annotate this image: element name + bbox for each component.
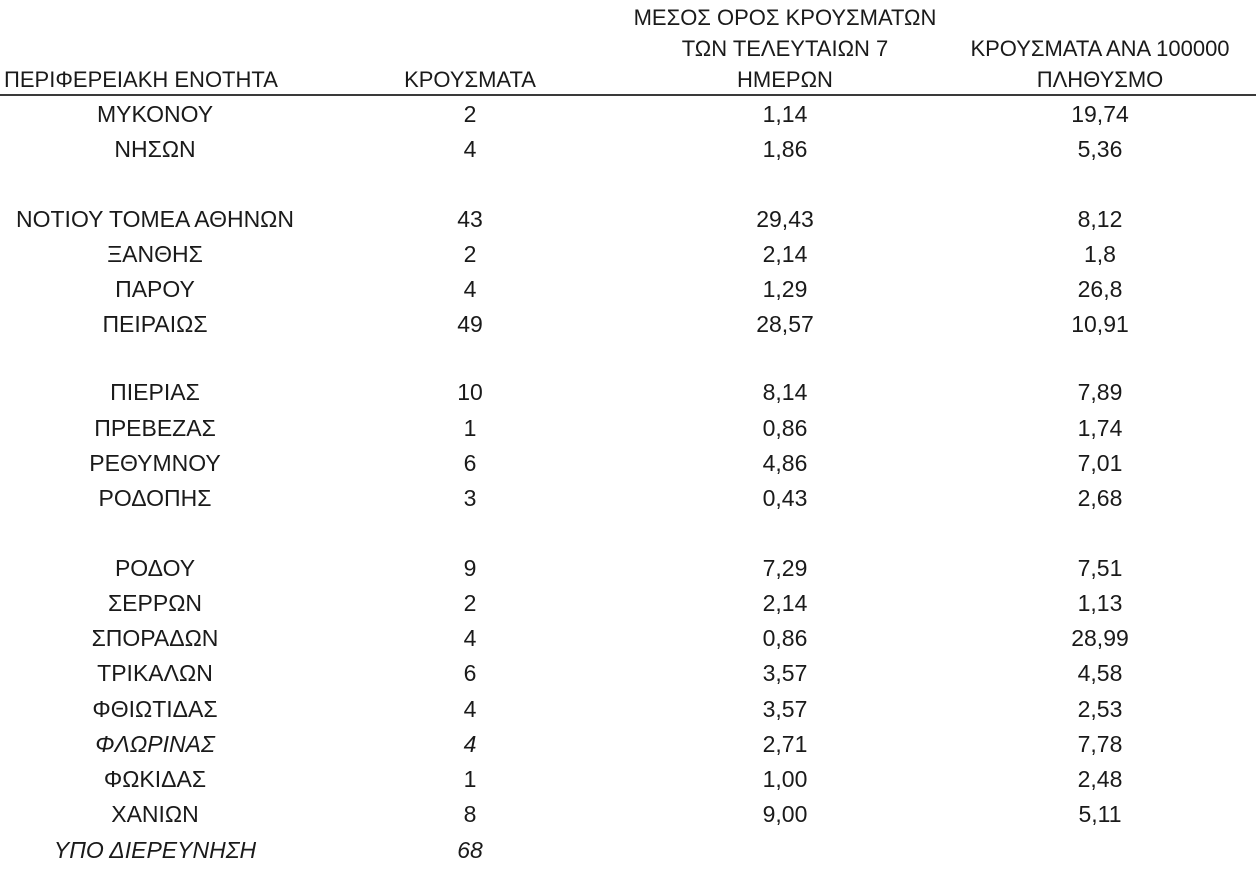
header-avg-line-2: ΤΩΝ ΤΕΛΕΥΤΑΙΩΝ 7 <box>681 36 889 61</box>
cell-cases: 2 <box>463 241 477 267</box>
cell-per100k: 7,89 <box>1077 379 1123 405</box>
header-per-line-1: ΚΡΟΥΣΜΑΤΑ ΑΝΑ 100000 <box>970 36 1230 61</box>
cell-region: ΦΘΙΩΤΙΔΑΣ <box>92 696 218 722</box>
cell-avg7: 7,29 <box>762 555 808 581</box>
header-per-100k <box>930 33 1260 95</box>
cell-per100k: 26,8 <box>1077 276 1123 302</box>
cell-region: ΥΠΟ ΔΙΕΡΕΥΝΗΣΗ <box>53 837 257 863</box>
cell-per100k: 2,53 <box>1077 696 1123 722</box>
cell-per100k: 7,01 <box>1077 450 1123 476</box>
cell-per100k: 28,99 <box>1071 625 1129 651</box>
cell-cases: 10 <box>457 379 483 405</box>
cell-cases: 4 <box>463 625 477 651</box>
cell-per100k: 5,11 <box>1078 801 1122 827</box>
cell-region: ΠΡΕΒΕΖΑΣ <box>94 415 216 441</box>
cell-region: ΝΗΣΩΝ <box>114 136 196 162</box>
cell-avg7: 28,57 <box>756 311 814 337</box>
header-per-line-2: ΠΛΗΘΥΣΜΟ <box>1036 67 1164 92</box>
cell-region: ΠΑΡΟΥ <box>115 276 195 302</box>
header-region: ΠΕΡΙΦΕΡΕΙΑΚΗ ΕΝΟΤΗΤΑ <box>4 67 278 92</box>
cell-per100k: 1,74 <box>1077 415 1123 441</box>
cell-avg7: 1,29 <box>762 276 808 302</box>
table-row <box>0 762 1260 797</box>
cell-cases: 6 <box>463 450 477 476</box>
cell-per100k: 19,74 <box>1071 101 1129 127</box>
cell-avg7: 8,14 <box>762 379 808 405</box>
header-avg-7-days <box>600 2 970 95</box>
cell-avg7: 1,86 <box>762 136 808 162</box>
table-row <box>0 97 1260 132</box>
cell-cases: 68 <box>457 837 483 863</box>
cell-avg7: 2,14 <box>762 241 808 267</box>
table-row <box>0 727 1260 762</box>
cell-cases: 4 <box>463 276 477 302</box>
cell-region: ΤΡΙΚΑΛΩΝ <box>97 660 213 686</box>
cell-region: ΠΙΕΡΙΑΣ <box>110 379 200 405</box>
cell-avg7: 0,86 <box>762 625 808 651</box>
cell-cases: 1 <box>463 415 477 441</box>
cell-per100k: 5,36 <box>1077 136 1123 162</box>
cell-per100k: 7,51 <box>1077 555 1123 581</box>
cell-region: ΠΕΙΡΑΙΩΣ <box>102 311 208 337</box>
cell-avg7: 0,43 <box>762 485 808 511</box>
cell-per100k: 1,8 <box>1084 241 1116 267</box>
table-row <box>0 375 1260 410</box>
cell-cases: 3 <box>463 485 477 511</box>
cell-avg7: 1,00 <box>762 766 808 792</box>
cell-cases: 4 <box>463 136 477 162</box>
table-row <box>0 237 1260 272</box>
table-row <box>0 132 1260 167</box>
cell-cases: 49 <box>457 311 483 337</box>
table-row <box>0 202 1260 237</box>
cell-region: ΦΛΩΡΙΝΑΣ <box>95 731 215 757</box>
cell-avg7: 2,71 <box>762 731 808 757</box>
table-row <box>0 446 1260 481</box>
table-row <box>0 586 1260 621</box>
table-row <box>0 551 1260 586</box>
cell-per100k: 2,48 <box>1077 766 1123 792</box>
cell-per100k: 1,13 <box>1077 590 1123 616</box>
cell-cases: 4 <box>463 731 477 757</box>
cell-avg7: 1,14 <box>762 101 808 127</box>
header-avg-line-1: ΜΕΣΟΣ ΟΡΟΣ ΚΡΟΥΣΜΑΤΩΝ <box>633 5 937 30</box>
cell-cases: 9 <box>463 555 477 581</box>
cell-region: ΣΠΟΡΑΔΩΝ <box>91 625 219 651</box>
cell-avg7: 0,86 <box>762 415 808 441</box>
table-row <box>0 411 1260 446</box>
table-row <box>0 272 1260 307</box>
table-row <box>0 797 1260 832</box>
cell-cases: 2 <box>463 590 477 616</box>
cell-region: ΡΟΔΟΠΗΣ <box>98 485 212 511</box>
cell-cases: 4 <box>463 696 477 722</box>
cell-per100k: 10,91 <box>1071 311 1129 337</box>
cell-cases: 2 <box>463 101 477 127</box>
table-row <box>0 307 1260 342</box>
cell-per100k: 2,68 <box>1077 485 1123 511</box>
cell-region: ΧΑΝΙΩΝ <box>111 801 199 827</box>
header-divider <box>0 94 1256 96</box>
cell-per100k: 8,12 <box>1077 206 1123 232</box>
table-row <box>0 656 1260 691</box>
cell-region: ΝΟΤΙΟΥ ΤΟΜΕΑ ΑΘΗΝΩΝ <box>16 206 294 232</box>
header-cases: ΚΡΟΥΣΜΑΤΑ <box>404 67 536 92</box>
table-row-under-investigation <box>0 833 1260 868</box>
cell-avg7: 29,43 <box>756 206 814 232</box>
cell-region: ΞΑΝΘΗΣ <box>107 241 203 267</box>
cell-cases: 43 <box>457 206 483 232</box>
cell-region: ΦΩΚΙΔΑΣ <box>103 766 207 792</box>
table-row <box>0 621 1260 656</box>
cell-avg7: 2,14 <box>762 590 808 616</box>
cell-per100k: 7,78 <box>1077 731 1123 757</box>
cell-avg7: 4,86 <box>762 450 808 476</box>
cell-cases: 6 <box>463 660 477 686</box>
cell-region: ΣΕΡΡΩΝ <box>107 590 203 616</box>
cell-cases: 1 <box>463 766 477 792</box>
cell-region: ΡΟΔΟΥ <box>114 555 196 581</box>
cell-region: ΡΕΘΥΜΝΟΥ <box>89 450 221 476</box>
header-avg-line-3: ΗΜΕΡΩΝ <box>737 67 833 92</box>
table-row <box>0 481 1260 516</box>
cell-region: ΜΥΚΟΝΟΥ <box>96 101 214 127</box>
cell-cases: 8 <box>463 801 477 827</box>
cell-per100k: 4,58 <box>1077 660 1123 686</box>
cell-avg7: 3,57 <box>762 660 808 686</box>
cell-avg7: 3,57 <box>762 696 808 722</box>
cell-avg7: 9,00 <box>762 801 808 827</box>
table-row <box>0 692 1260 727</box>
